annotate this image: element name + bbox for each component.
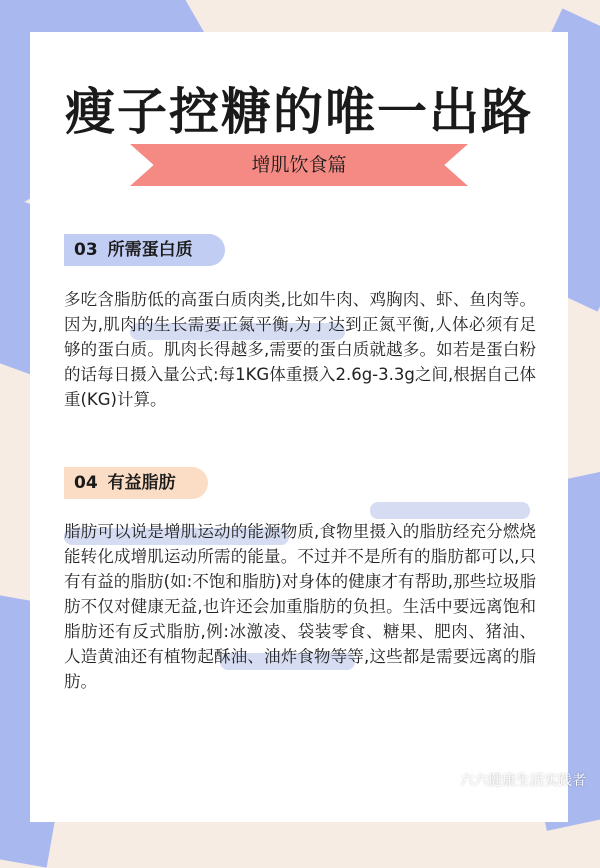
section-heading-fat xyxy=(64,467,208,499)
section-heading-protein xyxy=(64,234,225,266)
highlight-strip xyxy=(370,502,530,519)
subtitle-text: 增肌饮食篇 xyxy=(251,154,347,176)
content-card xyxy=(30,32,568,822)
page-title: 瘦子控糖的唯一出路 xyxy=(65,83,533,141)
section-title: 有益脂肪 xyxy=(107,473,176,493)
section-number: 03 xyxy=(74,240,98,260)
section-title: 所需蛋白质 xyxy=(107,240,193,260)
protein-paragraph: 多吃含脂肪低的高蛋白质肉类,比如牛肉、鸡胸肉、虾、鱼肉等。因为,肌肉的生长需要正氮平衡,为了达到正氮平衡,人体必须有足够的蛋白质。肌肉长得越多,需要的蛋白质就越多。如若是蛋白粉的话每日摄入量公式:每1KG体重摄入2.6g-3.3g之间,根据自己体重(KG)计算。 xyxy=(64,290,536,409)
weibo-icon xyxy=(438,771,456,789)
section-number: 04 xyxy=(74,473,98,493)
fat-paragraph: 脂肪可以说是增肌运动的能源物质,食物里摄入的脂肪经充分燃烧能转化成增肌运动所需的能量。不过并不是所有的脂肪都可以,只有有益的脂肪(如:不饱和脂肪)对身体的健康才有帮助,那些垃圾脂肪不仅对健康无益,也许还会加重脂肪的负担。生活中要远离饱和脂肪还有反式脂肪,例:冰激凌、袋装零食、糖果、肥肉、猪油、人造黄油还有植物起酥油、油炸食物等等,这些都是需要远离的脂肪。 xyxy=(64,522,536,691)
watermark-text: 六六健康生活实践者 xyxy=(460,773,586,789)
watermark xyxy=(438,770,586,790)
